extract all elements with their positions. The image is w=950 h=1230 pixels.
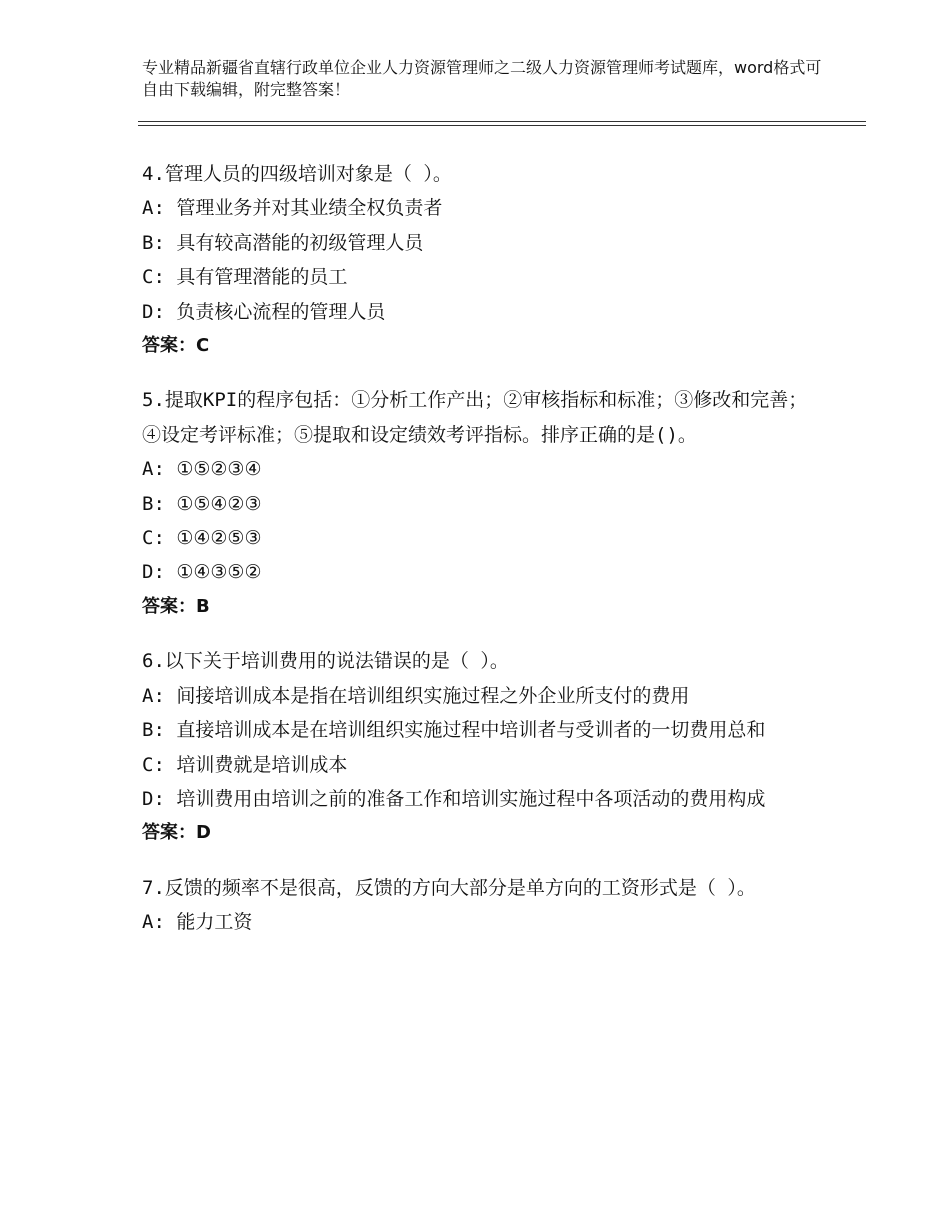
- option-c: C: 具有管理潜能的员工: [142, 266, 348, 289]
- question-stem: 5.提取KPI的程序包括：①分析工作产出；②审核指标和标准；③修改和完善；④设定考评标准；⑤提取和设定绩效考评指标。排序正确的是()。: [142, 389, 808, 446]
- option-b: B: ①⑤④②③: [142, 492, 262, 515]
- question-7: [142, 871, 822, 940]
- question-stem: 7.反馈的频率不是很高，反馈的方向大部分是单方向的工资形式是（ ）。: [142, 876, 756, 899]
- answer-label: 答案：C: [142, 335, 210, 357]
- document-header: [142, 57, 822, 101]
- question-list: [142, 157, 822, 960]
- option-d: D: 负责核心流程的管理人员: [142, 300, 386, 323]
- question-4: [142, 157, 822, 363]
- question-stem: 6.以下关于培训费用的说法错误的是（ ）。: [142, 650, 509, 673]
- header-title: 专业精品新疆省直辖行政单位企业人力资源管理师之二级人力资源管理师考试题库，word格式可自由下载编辑，附完整答案！: [142, 58, 822, 99]
- option-a: A: 能力工资: [142, 911, 253, 934]
- option-c: C: ①④②⑤③: [142, 527, 262, 550]
- option-d: D: 培训费用由培训之前的准备工作和培训实施过程中各项活动的费用构成: [142, 787, 766, 810]
- option-a: A: 管理业务并对其业绩全权负责者: [142, 197, 443, 220]
- option-b: B: 直接培训成本是在培训组织实施过程中培训者与受训者的一切费用总和: [142, 719, 766, 742]
- question-5: [142, 383, 822, 624]
- answer-label: 答案：B: [142, 595, 210, 617]
- question-stem: 4.管理人员的四级培训对象是（ ）。: [142, 163, 452, 185]
- header-divider-top: [138, 121, 866, 122]
- option-c: C: 培训费就是培训成本: [142, 753, 348, 776]
- option-d: D: ①④③⑤②: [142, 561, 262, 584]
- header-divider-bottom: [138, 125, 866, 126]
- option-a: A: ①⑤②③④: [142, 458, 262, 481]
- answer-label: 答案：D: [142, 822, 211, 844]
- option-b: B: 具有较高潜能的初级管理人员: [142, 231, 424, 254]
- question-6: [142, 644, 822, 850]
- option-a: A: 间接培训成本是指在培训组织实施过程之外企业所支付的费用: [142, 684, 690, 707]
